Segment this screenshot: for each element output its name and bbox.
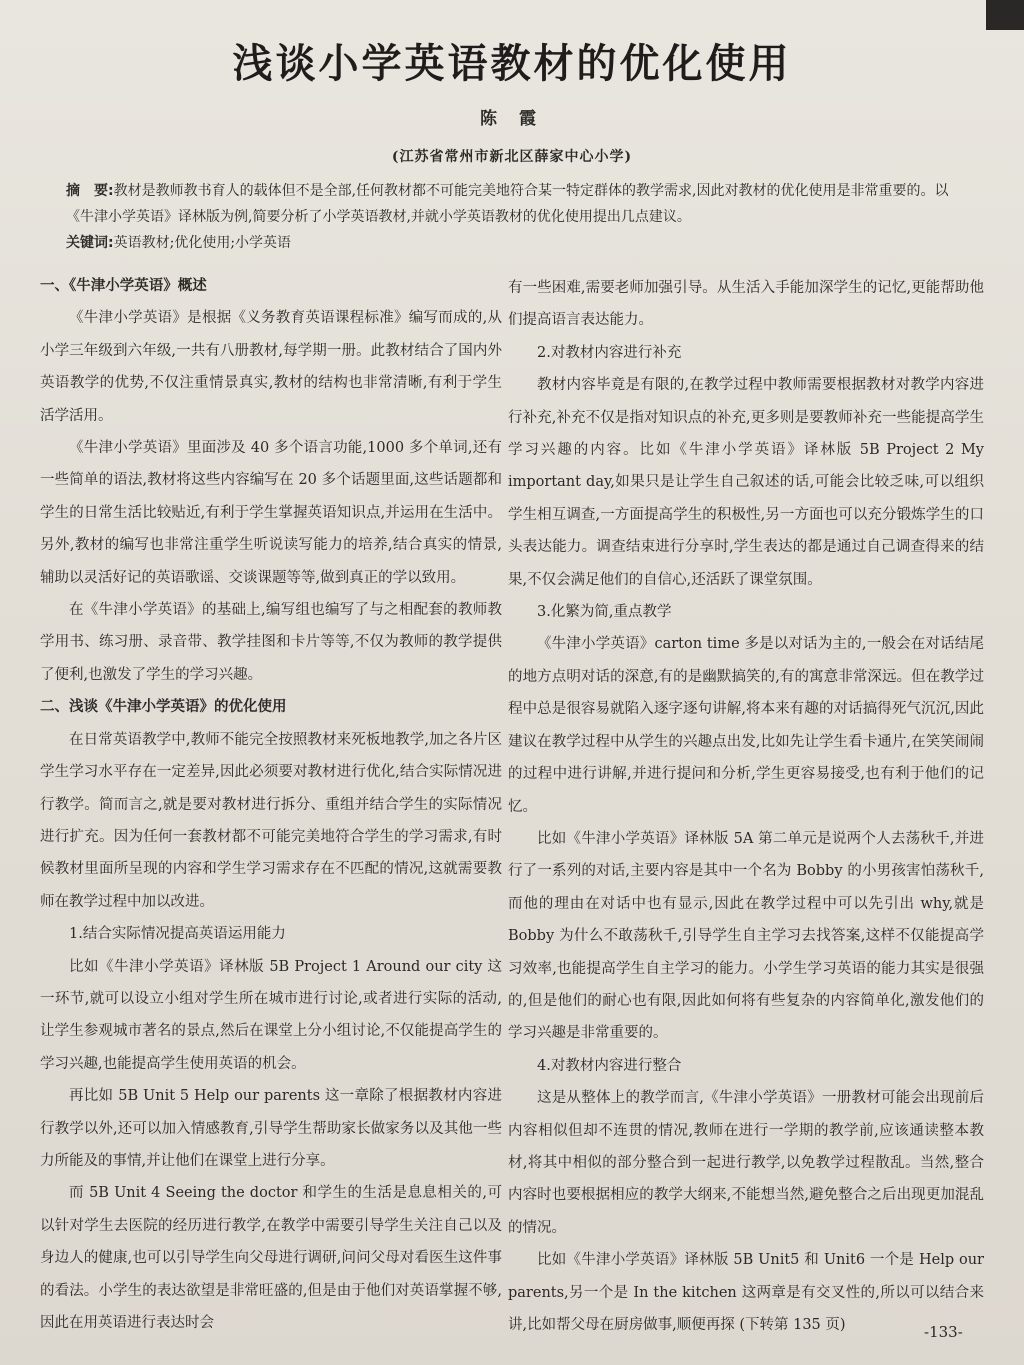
page-corner-mark (986, 0, 1024, 30)
right-column (508, 272, 984, 1341)
paragraph: 在《牛津小学英语》的基础上,编写组也编写了与之相配套的教师教学用书、练习册、录音带、教学挂图和卡片等等,不仅为教师的教学提供了便利,也激发了学生的学习兴趣。 (40, 602, 502, 683)
section-heading-1: 一、《牛津小学英语》概述 (40, 278, 207, 294)
paragraph: 有一些困难,需要老师加强引导。从生活入手能加深学生的记忆,更能帮助他们提高语言表达能力。 (508, 280, 984, 329)
paragraph: 教材内容毕竟是有限的,在教学过程中教师需要根据教材对教学内容进行补充,补充不仅是指对知识点的补充,更多则是要教师补充一些能提高学生学习兴趣的内容。比如《牛津小学英语》译林版 5B Project 2 My important day,如果只是让学生自己叙述的话,可能会比较乏味,可以组织学生相互调查,一方面提高学生的积极性,另一方面也可以充分锻炼学生的口头表达能力。调查结束进行分享时,学生表达的都是通过自己调查得来的结果,不仅会满足他们的自信心,还活跃了课堂氛围。 (508, 377, 984, 588)
paragraph: 比如《牛津小学英语》译林版 5B Project 1 Around our city 这一环节,就可以设立小组对学生所在城市进行讨论,或者进行实际的活动,让学生参观城市著名的景点,然后在课堂上分小组讨论,不仅能提高学生的学习兴趣,也能提高学生使用英语的机会。 (40, 958, 502, 1072)
paragraph: 而 5B Unit 4 Seeing the doctor 和学生的生活是息息相关的,可以针对学生去医院的经历进行教学,在教学中需要引导学生关注自己以及身边人的健康,也可以引导学生向父母进行调研,问问父母对看医生这件事的看法。小学生的表达欲望是非常旺盛的,但是由于他们对英语掌握不够,因此在用英语进行表达时会 (40, 1185, 502, 1331)
author-name: 陈 霞 (480, 109, 544, 129)
paragraph: 《牛津小学英语》里面涉及 40 多个语言功能,1000 多个单词,还有一些简单的语法,教材将这些内容编写在 20 多个话题里面,这些话题都和学生的日常生活比较贴近,有利于学生掌握英语知识点,并运用在生活中。另外,教材的编写也非常注重学生听说读写能力的培养,结合真实的情景,辅助以灵活好记的英语歌谣、交谈课题等等,做到真正的学以致用。 (40, 440, 502, 586)
subsection-heading-3: 3.化繁为简,重点教学 (537, 604, 672, 621)
keywords (66, 232, 954, 252)
page-number: -133- (924, 1323, 963, 1341)
paragraph: 《牛津小学英语》是根据《义务教育英语课程标准》编写而成的,从小学三年级到六年级,一共有八册教材,每学期一册。此教材结合了国内外英语教学的优势,不仅注重情景真实,教材的结构也非常清晰,有利于学生活学活用。 (40, 310, 502, 424)
paragraph: 再比如 5B Unit 5 Help our parents 这一章除了根据教材内容进行教学以外,还可以加入情感教育,引导学生帮助家长做家务以及其他一些力所能及的事情,并让他们在课堂上进行分享。 (40, 1088, 502, 1169)
keywords-label: 关键词: (66, 235, 114, 251)
paragraph: 《牛津小学英语》carton time 多是以对话为主的,一般会在对话结尾的地方点明对话的深意,有的是幽默搞笑的,有的寓意非常深远。但在教学过程中总是很容易就陷入逐字逐句讲解,将本来有趣的对话搞得死气沉沉,因此建议在教学过程中从学生的兴趣点出发,比如先让学生看卡通片,在笑笑闹闹的过程中进行讲解,并进行提问和分析,学生更容易接受,也有利于他们的记忆。 (508, 636, 984, 815)
abstract-text: 教材是教师教书育人的载体但不是全部,任何教材都不可能完美地符合某一特定群体的教学需求,因此对教材的优化使用是非常重要的。以《牛津小学英语》译林版为例,简要分析了小学英语教材,并就小学英语教材的优化使用提出几点建议。 (66, 183, 949, 225)
left-column (40, 270, 502, 1339)
section-heading-2: 二、浅谈《牛津小学英语》的优化使用 (40, 699, 287, 716)
paragraph: 这是从整体上的教学而言,《牛津小学英语》一册教材可能会出现前后内容相似但却不连贯的情况,教师在进行一学期的教学前,应该通读整本教材,将其中相似的部分整合到一起进行教学,以免教学过程散乱。当然,整合内容时也要根据相应的教学大纲来,不能想当然,避免整合之后出现更加混乱的情况。 (508, 1090, 984, 1236)
paragraph: 在日常英语教学中,教师不能完全按照教材来死板地教学,加之各片区学生学习水平存在一定差异,因此必须要对教材进行优化,结合实际情况进行教学。简而言之,就是要对教材进行拆分、重组并结合学生的实际情况进行扩充。因为任何一套教材都不可能完美地符合学生的学习需求,有时候教材里面所呈现的内容和学生学习需求存在不匹配的情况,这就需要教师在教学过程中加以改进。 (40, 731, 502, 910)
article-title: 浅谈小学英语教材的优化使用 (232, 41, 792, 87)
keywords-text: 英语教材;优化使用;小学英语 (113, 235, 292, 251)
paragraph: 比如《牛津小学英语》译林版 5A 第二单元是说两个人去荡秋千,并进行了一系列的对话,主要内容是其中一个名为 Bobby 的小男孩害怕荡秋千,而他的理由在对话中也有显示,因此在教学过程中可以先引出 why,就是 Bobby 为什么不敢荡秋千,引导学生自主学习去找答案,这样不仅能提高学习效率,也能提高学生自主学习的能力。小学生学习英语的能力其实是很强的,但是他们的耐心也有限,因此如何将有些复杂的内容简单化,激发他们的学习兴趣是非常重要的。 (508, 830, 984, 1042)
subsection-heading-4: 4.对教材内容进行整合 (537, 1057, 682, 1074)
abstract (66, 178, 954, 230)
subsection-heading-2: 2.对教材内容进行补充 (537, 344, 682, 361)
subsection-heading-1: 1.结合实际情况提高英语运用能力 (69, 926, 286, 943)
author-affiliation: (江苏省常州市新北区薛家中心小学) (391, 149, 633, 165)
abstract-label: 摘 要: (66, 183, 114, 199)
paragraph: 比如《牛津小学英语》译林版 5B Unit5 和 Unit6 一个是 Help our parents,另一个是 In the kitchen 这两章是有交叉性的,所以可以结合来讲,比如帮父母在厨房做事,顺便再探 (下转第 135 页) (508, 1252, 984, 1333)
